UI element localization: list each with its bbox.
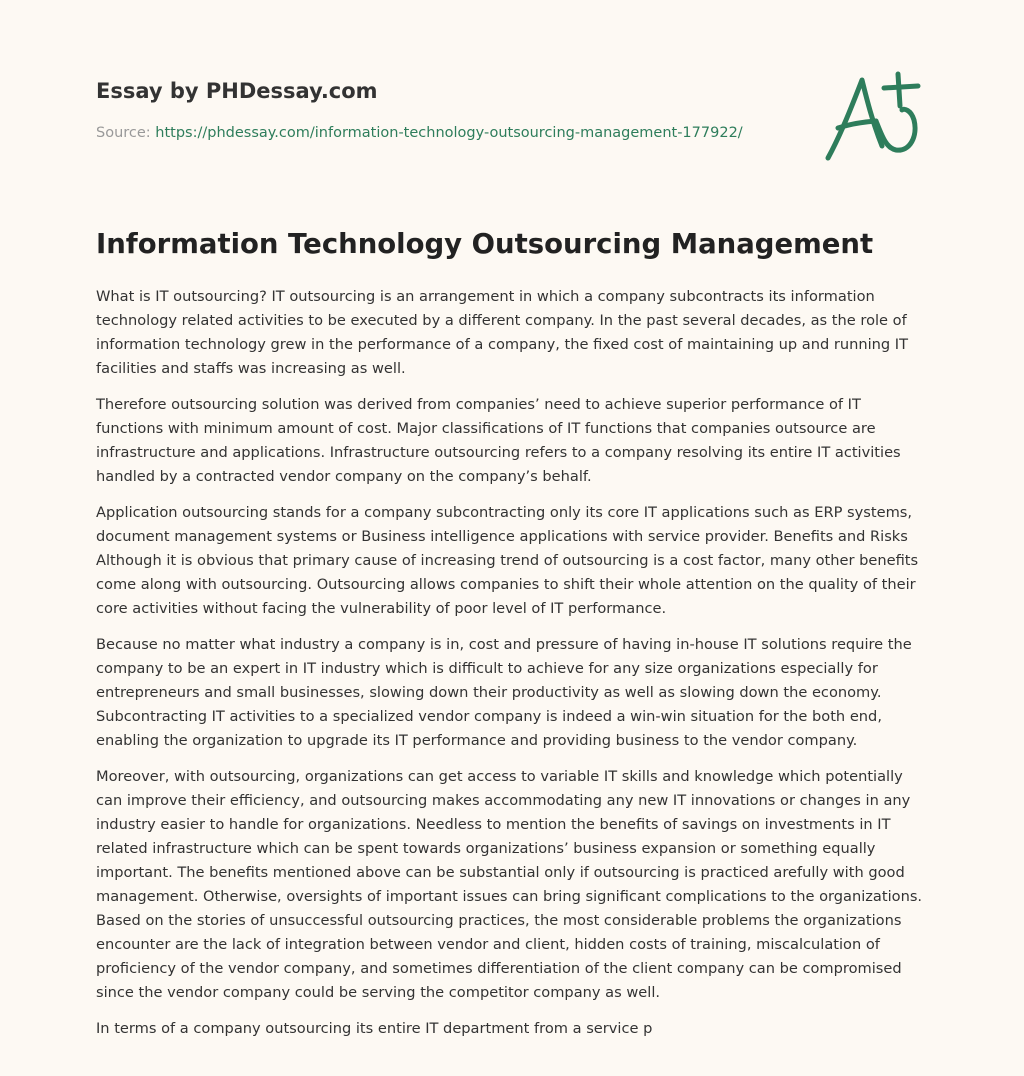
essay-paragraph: Because no matter what industry a company is in, cost and pressure of having in-house IT solutions require the company to be an expert in IT industry which is difficult to achieve for any size organizations especially for entrepreneurs and small businesses, slowing down their productivity as well as slowing down the economy. Subcontracting IT activities to a specialized vendor company is indeed a win-win situation for the both end, enabling the organization to upgrade its IT performance and providing business to the vendor company. — [96, 636, 912, 749]
essay-paragraph: In terms of a company outsourcing its entire IT department from a service p — [96, 1020, 653, 1037]
source-label: Source: — [96, 125, 151, 141]
essay-paragraph: Moreover, with outsourcing, organizations can get access to variable IT skills and knowledge which potentially can improve their efficiency, and outsourcing makes accommodating any new IT innovations or changes in any industry easier to handle for organizations. Needless to mention the benefits of savings on investments in IT related infrastructure which can be spent towards organizations’ business expansion or something equally important. The benefits mentioned above can be substantial only if outsourcing is practiced arefully with good management. Otherwise, oversights of important issues can bring significant complications to the organizations. Based on the stories of unsuccessful outsourcing practices, the most considerable problems the organizations encounter are the lack of integration between vendor and client, hidden costs of training, miscalculation of proficiency of the vendor company, and sometimes differentiation of the client company can be compromised since the vendor company could be serving the competitor company as well. — [96, 768, 923, 1001]
essay-paragraph: Application outsourcing stands for a company subcontracting only its core IT applications such as ERP systems, document management systems or Business intelligence applications with service provider. Benefits and Risks Although it is obvious that primary cause of increasing trend of outsourcing is a cost factor, many other benefits come along with outsourcing. Outsourcing allows companies to shift their whole attention on the quality of their core activities without facing the vulnerability of poor level of IT performance. — [96, 504, 919, 617]
source-line — [96, 123, 743, 143]
essay-body — [96, 285, 931, 1053]
a-plus-logo-icon — [820, 66, 930, 166]
source-link[interactable]: https://phdessay.com/information-technology-outsourcing-management-177922/ — [155, 125, 743, 141]
essay-paragraph: What is IT outsourcing? IT outsourcing is an arrangement in which a company subcontracts its information technology related activities to be executed by a different company. In the past several decades, as the role of information technology grew in the performance of a company, the fixed cost of maintaining up and running IT facilities and staffs was increasing as well. — [96, 288, 909, 377]
essay-title: Information Technology Outsourcing Management — [96, 228, 874, 260]
essay-paragraph: Therefore outsourcing solution was derived from companies’ need to achieve superior performance of IT functions with minimum amount of cost. Major classifications of IT functions that companies outsource are infrastructure and applications. Infrastructure outsourcing refers to a company resolving its entire IT activities handled by a contracted vendor company on the company’s behalf. — [96, 396, 901, 485]
essay-page — [96, 0, 931, 1076]
site-title: Essay by PHDessay.com — [96, 79, 378, 103]
